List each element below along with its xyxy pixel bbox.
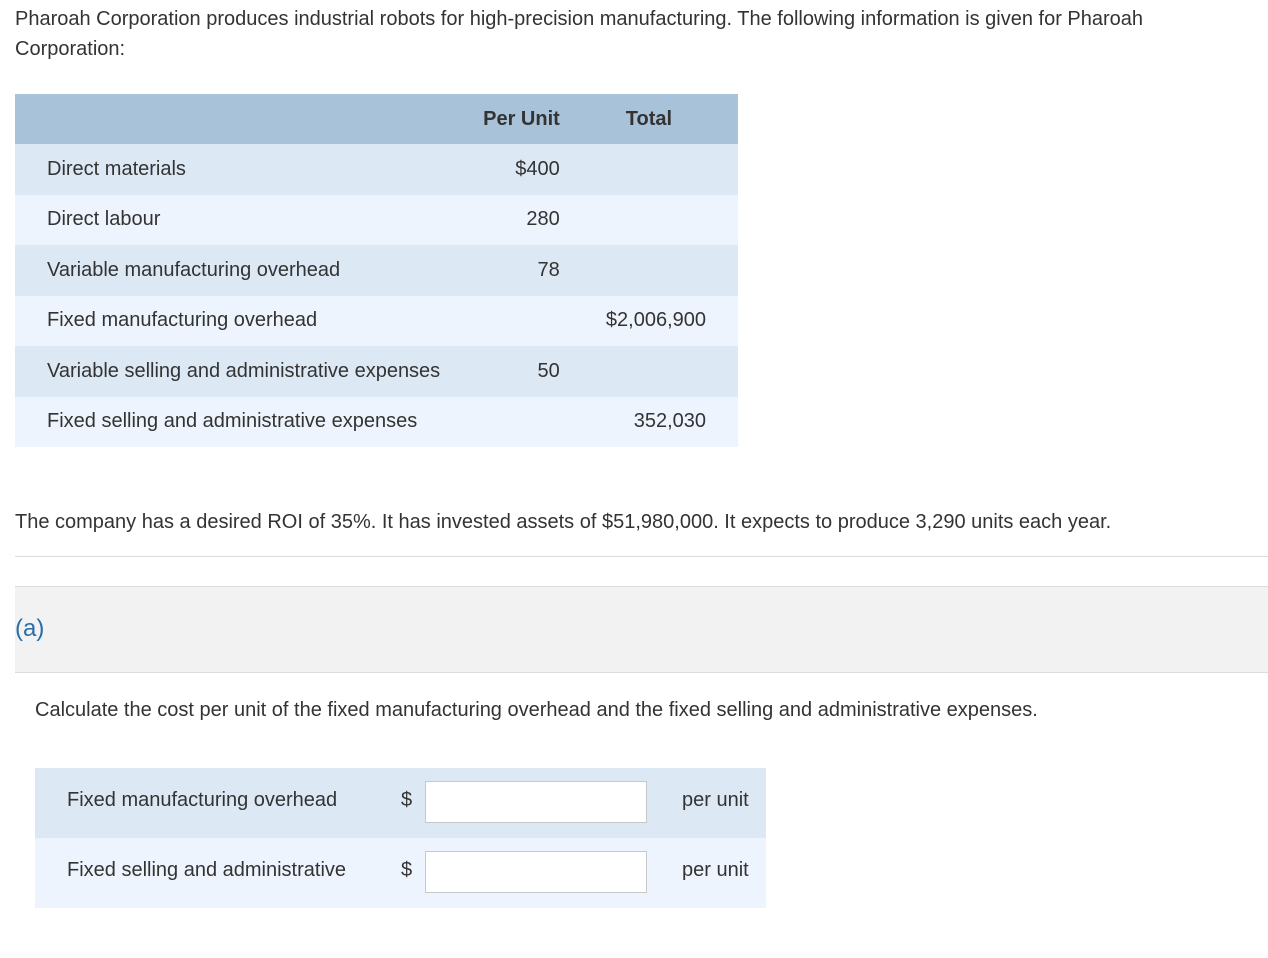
table-header-row (15, 94, 738, 144)
row-total (560, 346, 738, 397)
table-row (15, 296, 738, 347)
divider (15, 556, 1268, 557)
answer-label: Fixed manufacturing overhead (67, 789, 338, 811)
currency-symbol: $ (401, 859, 413, 881)
table-row (15, 195, 738, 246)
row-per-unit (456, 397, 560, 448)
header-total: Total (560, 94, 738, 144)
row-per-unit: 78 (456, 245, 560, 296)
fixed-manufacturing-overhead-input[interactable] (425, 781, 647, 823)
answer-table (35, 768, 766, 908)
row-label: Fixed manufacturing overhead (15, 296, 456, 347)
answer-label: Fixed selling and administrative (67, 859, 347, 881)
row-per-unit: $400 (456, 144, 560, 195)
currency-symbol: $ (401, 789, 413, 811)
row-label: Variable manufacturing overhead (15, 245, 456, 296)
row-label: Variable selling and administrative expenses (15, 346, 456, 397)
question-text: Calculate the cost per unit of the fixed manufacturing overhead and the fixed selling and administrative expenses. (35, 699, 1038, 721)
row-per-unit (456, 296, 560, 347)
part-header (15, 586, 1268, 673)
cost-info-table (15, 94, 738, 447)
row-label: Direct materials (15, 144, 456, 195)
table-row (15, 144, 738, 195)
table-row (15, 397, 738, 448)
row-per-unit: 280 (456, 195, 560, 246)
unit-label: per unit (682, 859, 749, 881)
intro-text: Pharoah Corporation produces industrial robots for high-precision manufacturing. The following information is given for Pharoah Corporation: (15, 8, 1144, 60)
row-label: Fixed selling and administrative expenses (15, 397, 456, 448)
row-label: Direct labour (15, 195, 456, 246)
answer-row-fixed-manufacturing-overhead (35, 768, 766, 838)
header-per-unit: Per Unit (456, 94, 560, 144)
row-total: $2,006,900 (560, 296, 738, 347)
company-info-text: The company has a desired ROI of 35%. It has invested assets of $51,980,000. It expects to produce 3,290 units each year. (15, 511, 1112, 533)
row-total (560, 195, 738, 246)
row-per-unit: 50 (456, 346, 560, 397)
table-row (15, 346, 738, 397)
answer-row-fixed-selling-admin (35, 838, 766, 908)
fixed-selling-admin-input[interactable] (425, 851, 647, 893)
row-total (560, 144, 738, 195)
row-total (560, 245, 738, 296)
row-total: 352,030 (560, 397, 738, 448)
unit-label: per unit (682, 789, 749, 811)
table-row (15, 245, 738, 296)
part-label: (a) (15, 615, 45, 642)
header-label (15, 94, 456, 144)
